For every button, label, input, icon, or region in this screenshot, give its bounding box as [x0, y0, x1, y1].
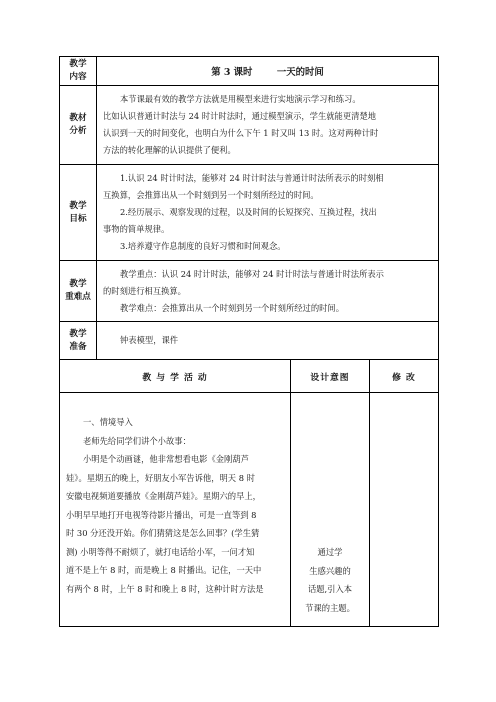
text-line: 的时刻进行相互换算。: [103, 285, 186, 296]
lesson-title-cell: [97, 57, 439, 86]
text-line: 小明是个动画谜，他非常想看电影《金刚葫芦: [83, 454, 249, 464]
text-line: 节课的主题。: [305, 602, 355, 613]
label-line: 内容: [69, 72, 87, 82]
header-intent: 设计意图: [291, 360, 370, 393]
text-line: 老师先给同学们讲个小故事：: [83, 435, 191, 446]
label-line: 准备: [69, 341, 87, 352]
header-activity: 教 与 学 活 动: [60, 360, 291, 393]
intent-text: [291, 393, 370, 627]
row-content: [60, 57, 439, 86]
lesson-number: 第 3 课时: [211, 67, 253, 78]
text-line: 小明早早地打开电视等待影片播出，可是一直等到 8: [66, 509, 257, 520]
text-line: 安徽电视频道要播放《金刚葫芦娃》。星期六的早上，: [66, 491, 261, 501]
text-line: 事物的简单规律。: [103, 224, 170, 234]
label-line: 目标: [69, 213, 87, 224]
text-line: 时 30 分还没开始。你们猜猜这是怎么回事？(学生猜: [66, 528, 260, 538]
label-line: 分析: [69, 126, 87, 136]
revise-cell: [370, 393, 439, 627]
row-activity: [60, 393, 439, 627]
label-content: [60, 57, 97, 86]
activity-text: [60, 393, 291, 627]
text-line: 一、情境导入: [83, 417, 133, 427]
text-line: 生感兴趣的: [309, 565, 351, 576]
text-line: 娃》。星期五的晚上，好朋友小军告诉他，明天 8 时: [66, 472, 255, 483]
text-line: 话题,引入本: [307, 584, 353, 594]
label-line: 教学: [69, 279, 87, 289]
text-line: 3.培养遵守作息制度的良好习惯和时间观念。: [120, 241, 286, 251]
label-goals: [60, 165, 97, 261]
text-line: 本节课最有效的教学方法就是用模型来进行实地演示学习和练习。: [120, 94, 361, 104]
label-line: 教学: [69, 59, 87, 69]
text-line: 测) 小明等得不耐烦了，就打电话给小军，一问才知: [66, 546, 255, 557]
label-line: 教学: [69, 328, 87, 339]
text-line: 教学难点：会推算出从一个时刻到另一个时刻所经过的时间。: [120, 302, 345, 313]
text-line: 比如认识普通计时法与 24 时计时法时，通过模型演示，学生就能更清楚地: [103, 111, 377, 121]
row-headers: [60, 360, 439, 393]
text-line: 道不是上午 8 时，而是晚上 8 时播出。记住，一天中: [66, 565, 262, 575]
label-line: 教学: [69, 200, 87, 211]
text-line: 通过学: [317, 547, 343, 557]
text-line: 认识到一天的时间变化，也明白为什么下午 1 时又叫 13 时。这对两种计时: [103, 128, 379, 138]
text-line: 方法的转化理解的认识提供了便利。: [103, 145, 236, 155]
label-prep: [60, 322, 97, 360]
row-analysis: [60, 86, 439, 165]
row-prep: [60, 322, 439, 360]
text-line: 有两个 8 时，上午 8 时和晚上 8 时，这种计时方法是: [66, 583, 264, 594]
text-line: 教学重点：认识 24 时计时法，能够对 24 时计时法与普通计时法所表示: [120, 268, 384, 279]
label-line: 教材: [69, 113, 87, 123]
text-line: 1.认识 24 时计时法，能够对 24 时计时法与普通计时法所表示的时刻相: [120, 173, 384, 183]
row-key-points: [60, 261, 439, 322]
analysis-text: [97, 86, 439, 165]
text-line: 互换算，会推算出从一个时刻到另一个时刻所经过的时间。: [103, 190, 319, 200]
prep-text: [97, 322, 439, 360]
label-analysis: [60, 86, 97, 165]
header-revise: 修 改: [370, 360, 439, 393]
text-line: 钟表模型，课件: [120, 335, 179, 345]
lesson-title: 一天的时间: [276, 67, 324, 78]
lesson-plan-table: [59, 56, 439, 627]
text-line: 2.经历展示、观察发现的过程，以及时间的长短探究、互换过程，找出: [120, 207, 377, 217]
label-line: 重难点: [65, 292, 91, 302]
goals-text: [97, 165, 439, 261]
label-key-points: [60, 261, 97, 322]
key-points-text: [97, 261, 439, 322]
row-goals: [60, 165, 439, 261]
